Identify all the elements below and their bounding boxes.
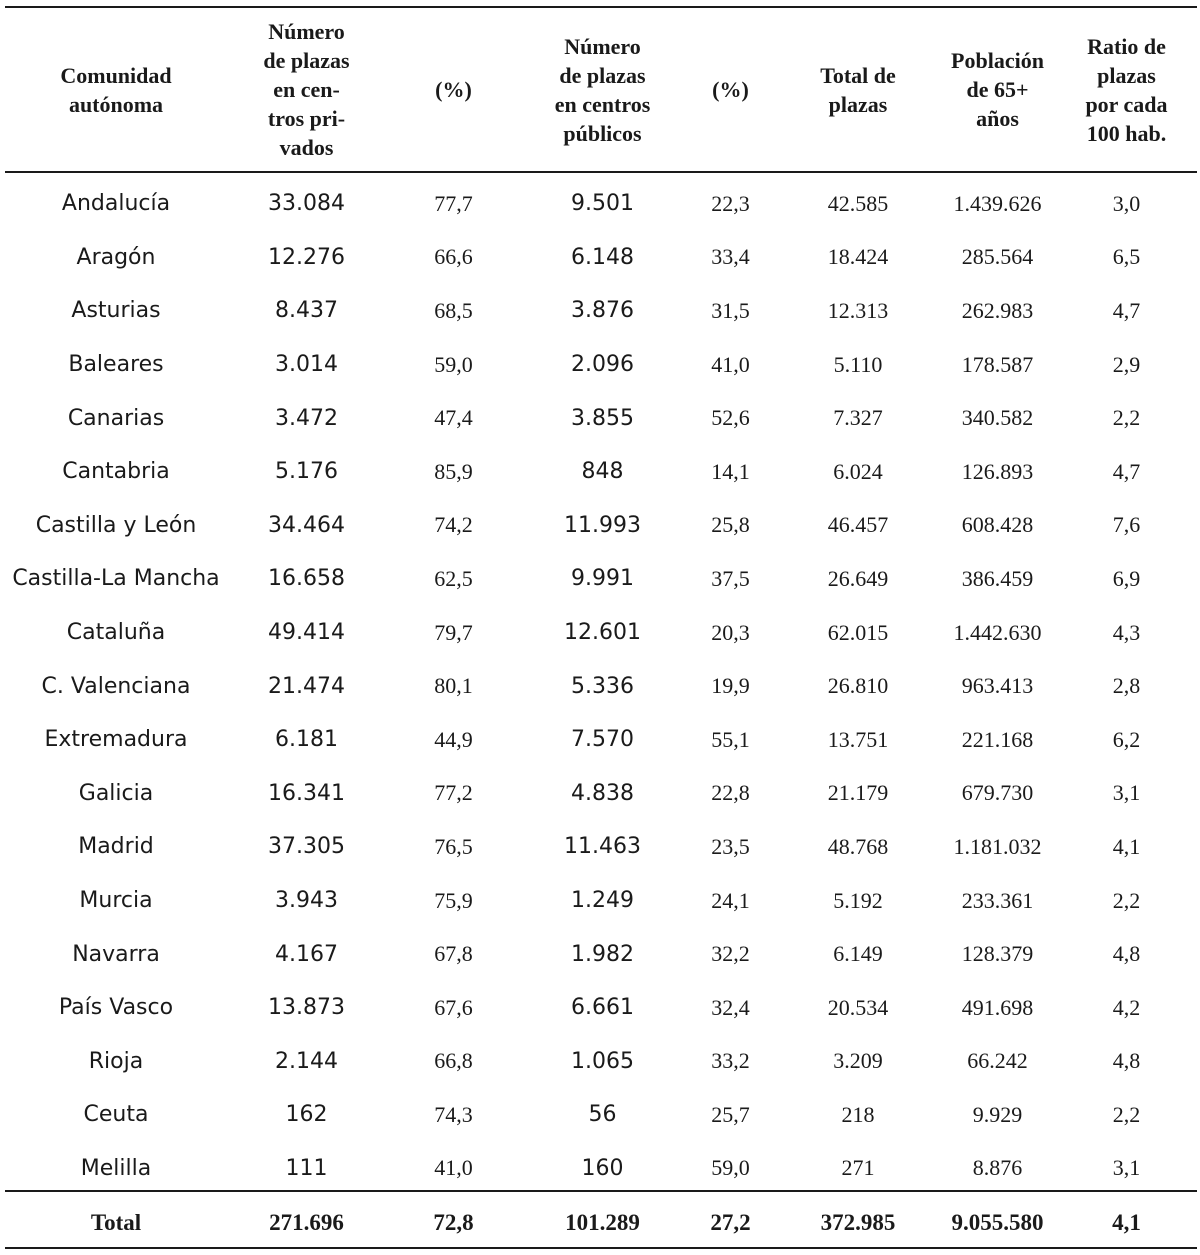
cell-plazas-publicos: 3.855 bbox=[571, 405, 634, 431]
cell-poblacion: 262.983 bbox=[961, 297, 1034, 323]
cell-ratio: 4,1 bbox=[1112, 833, 1141, 859]
cell-pct-publicos: 25,7 bbox=[711, 1101, 750, 1127]
cell-comunidad: Galicia bbox=[78, 780, 154, 806]
cell-poblacion: 1.439.626 bbox=[953, 190, 1042, 216]
cell-comunidad: Baleares bbox=[68, 352, 164, 378]
table-row bbox=[5, 767, 1197, 821]
cell-pct-publicos: 55,1 bbox=[711, 726, 750, 752]
header-plazas-publicos: Número de plazas en centros públicos bbox=[554, 33, 651, 146]
cell-total-plazas: 26.810 bbox=[827, 673, 889, 699]
total-pct-privados: 72,8 bbox=[433, 1210, 474, 1236]
cell-pct-publicos: 19,9 bbox=[711, 673, 750, 699]
cell-pct-privados: 67,8 bbox=[434, 941, 473, 967]
cell-poblacion: 221.168 bbox=[961, 726, 1034, 752]
header-pct-privados: (%) bbox=[435, 77, 472, 102]
table-row bbox=[5, 606, 1197, 660]
cell-pct-privados: 44,9 bbox=[434, 726, 473, 752]
cell-ratio: 4,7 bbox=[1112, 297, 1141, 323]
cell-poblacion: 126.893 bbox=[961, 458, 1034, 484]
cell-ratio: 7,6 bbox=[1112, 512, 1141, 538]
cell-ratio: 3,1 bbox=[1112, 780, 1141, 806]
table-row bbox=[5, 1035, 1197, 1089]
table-row bbox=[5, 874, 1197, 928]
cell-comunidad: Ceuta bbox=[83, 1102, 149, 1128]
cell-plazas-privados: 6.181 bbox=[275, 727, 338, 753]
cell-comunidad: Murcia bbox=[79, 888, 153, 914]
cell-pct-privados: 85,9 bbox=[434, 458, 473, 484]
cell-plazas-publicos: 56 bbox=[588, 1102, 617, 1128]
cell-poblacion: 386.459 bbox=[961, 565, 1034, 591]
cell-pct-publicos: 59,0 bbox=[711, 1155, 750, 1181]
table-row bbox=[5, 499, 1197, 553]
total-comunidad: Total bbox=[90, 1210, 142, 1236]
cell-plazas-publicos: 1.249 bbox=[571, 888, 634, 914]
header-pct-publicos: (%) bbox=[712, 77, 749, 102]
cell-ratio: 6,2 bbox=[1112, 726, 1141, 752]
cell-plazas-publicos: 6.661 bbox=[571, 995, 634, 1021]
cell-comunidad: C. Valenciana bbox=[41, 673, 191, 699]
cell-total-plazas: 48.768 bbox=[827, 833, 889, 859]
cell-plazas-publicos: 1.065 bbox=[571, 1048, 634, 1074]
cell-plazas-privados: 16.341 bbox=[268, 780, 345, 806]
table-row bbox=[5, 981, 1197, 1035]
cell-plazas-publicos: 4.838 bbox=[571, 780, 634, 806]
cell-plazas-publicos: 5.336 bbox=[571, 673, 634, 699]
total-plazas-publicos: 101.289 bbox=[565, 1210, 640, 1236]
cell-plazas-privados: 37.305 bbox=[268, 834, 345, 860]
cell-poblacion: 8.876 bbox=[972, 1155, 1023, 1181]
cell-poblacion: 340.582 bbox=[961, 405, 1034, 431]
total-ratio: 4,1 bbox=[1112, 1210, 1141, 1236]
table-row bbox=[5, 391, 1197, 445]
cell-plazas-publicos: 6.148 bbox=[571, 244, 634, 270]
cell-ratio: 2,2 bbox=[1112, 1101, 1141, 1127]
cell-pct-privados: 77,7 bbox=[434, 190, 473, 216]
cell-comunidad: Cantabria bbox=[62, 459, 170, 485]
cell-ratio: 4,8 bbox=[1112, 941, 1141, 967]
cell-ratio: 4,2 bbox=[1112, 994, 1141, 1020]
cell-plazas-privados: 4.167 bbox=[275, 941, 338, 967]
cell-poblacion: 9.929 bbox=[972, 1101, 1023, 1127]
cell-pct-privados: 77,2 bbox=[434, 780, 473, 806]
cell-pct-privados: 76,5 bbox=[434, 833, 473, 859]
cell-plazas-privados: 13.873 bbox=[268, 995, 345, 1021]
cell-total-plazas: 13.751 bbox=[827, 726, 889, 752]
header-ratio: Ratio de plazas por cada 100 hab. bbox=[1085, 33, 1168, 146]
cell-poblacion: 128.379 bbox=[961, 941, 1034, 967]
cell-comunidad: Navarra bbox=[72, 941, 160, 967]
cell-plazas-privados: 12.276 bbox=[268, 244, 345, 270]
table-body bbox=[5, 171, 1197, 1251]
total-total-plazas: 372.985 bbox=[820, 1210, 896, 1236]
cell-total-plazas: 218 bbox=[841, 1101, 875, 1127]
cell-total-plazas: 62.015 bbox=[827, 619, 889, 645]
cell-poblacion: 285.564 bbox=[961, 244, 1034, 270]
cell-total-plazas: 6.024 bbox=[833, 458, 883, 484]
cell-pct-publicos: 14,1 bbox=[711, 458, 750, 484]
cell-comunidad: Canarias bbox=[67, 405, 165, 431]
cell-total-plazas: 20.534 bbox=[827, 994, 889, 1020]
cell-pct-privados: 80,1 bbox=[434, 673, 473, 699]
cell-pct-publicos: 23,5 bbox=[711, 833, 750, 859]
cell-ratio: 2,9 bbox=[1112, 351, 1141, 377]
cell-ratio: 6,5 bbox=[1112, 244, 1141, 270]
cell-comunidad: Asturias bbox=[71, 298, 161, 324]
table-row bbox=[5, 820, 1197, 874]
cell-pct-publicos: 22,8 bbox=[711, 780, 750, 806]
cell-total-plazas: 7.327 bbox=[833, 405, 883, 431]
cell-total-plazas: 5.192 bbox=[833, 887, 883, 913]
cell-plazas-privados: 2.144 bbox=[275, 1048, 338, 1074]
cell-plazas-publicos: 3.876 bbox=[571, 298, 634, 324]
cell-comunidad: Extremadura bbox=[44, 727, 188, 753]
cell-ratio: 2,2 bbox=[1112, 405, 1141, 431]
cell-pct-privados: 41,0 bbox=[434, 1155, 473, 1181]
cell-comunidad: Castilla y León bbox=[35, 512, 197, 538]
header-plazas-privados: Número de plazas en cen- tros pri- vados bbox=[263, 19, 350, 160]
cell-plazas-privados: 34.464 bbox=[268, 512, 345, 538]
cell-total-plazas: 46.457 bbox=[827, 512, 889, 538]
table-row bbox=[5, 659, 1197, 713]
cell-pct-publicos: 52,6 bbox=[711, 405, 750, 431]
cell-pct-publicos: 37,5 bbox=[711, 565, 750, 591]
table-row bbox=[5, 231, 1197, 285]
cell-plazas-publicos: 11.463 bbox=[564, 834, 641, 860]
total-poblacion: 9.055.580 bbox=[951, 1210, 1044, 1236]
table-row bbox=[5, 552, 1197, 606]
cell-pct-publicos: 31,5 bbox=[711, 297, 750, 323]
cell-pct-privados: 66,6 bbox=[434, 244, 473, 270]
cell-total-plazas: 12.313 bbox=[827, 297, 889, 323]
table-row bbox=[5, 338, 1197, 392]
cell-comunidad: País Vasco bbox=[58, 995, 174, 1021]
cell-plazas-privados: 21.474 bbox=[268, 673, 345, 699]
cell-pct-publicos: 24,1 bbox=[711, 887, 750, 913]
nursing-home-places-table bbox=[5, 8, 1197, 1251]
cell-pct-privados: 75,9 bbox=[434, 887, 473, 913]
cell-plazas-publicos: 1.982 bbox=[571, 941, 634, 967]
cell-plazas-privados: 49.414 bbox=[268, 620, 345, 646]
cell-comunidad: Rioja bbox=[88, 1048, 144, 1074]
cell-ratio: 4,3 bbox=[1112, 619, 1141, 645]
cell-plazas-publicos: 2.096 bbox=[571, 352, 634, 378]
cell-poblacion: 1.442.630 bbox=[953, 619, 1042, 645]
cell-ratio: 3,1 bbox=[1112, 1155, 1141, 1181]
cell-ratio: 3,0 bbox=[1112, 190, 1141, 216]
cell-poblacion: 491.698 bbox=[961, 994, 1034, 1020]
cell-poblacion: 679.730 bbox=[961, 780, 1034, 806]
cell-plazas-privados: 111 bbox=[285, 1155, 328, 1181]
table-row bbox=[5, 1088, 1197, 1142]
cell-comunidad: Madrid bbox=[78, 834, 154, 860]
cell-comunidad: Castilla-La Mancha bbox=[12, 566, 220, 592]
cell-total-plazas: 6.149 bbox=[833, 941, 883, 967]
cell-pct-publicos: 32,2 bbox=[711, 941, 750, 967]
cell-plazas-publicos: 7.570 bbox=[571, 727, 634, 753]
cell-poblacion: 963.413 bbox=[961, 673, 1034, 699]
header-poblacion: Población de 65+ años bbox=[951, 48, 1044, 131]
header-row bbox=[5, 8, 1197, 171]
total-plazas-privados: 271.696 bbox=[269, 1210, 344, 1236]
cell-plazas-publicos: 9.991 bbox=[571, 566, 634, 592]
cell-plazas-publicos: 848 bbox=[581, 459, 624, 485]
cell-pct-privados: 66,8 bbox=[434, 1048, 473, 1074]
cell-pct-publicos: 32,4 bbox=[711, 994, 750, 1020]
cell-pct-privados: 62,5 bbox=[434, 565, 473, 591]
cell-pct-privados: 79,7 bbox=[434, 619, 473, 645]
cell-plazas-privados: 3.014 bbox=[275, 352, 338, 378]
cell-ratio: 2,2 bbox=[1112, 887, 1141, 913]
cell-pct-privados: 68,5 bbox=[434, 297, 473, 323]
header-total-plazas: Total de plazas bbox=[820, 62, 896, 117]
table-row bbox=[5, 927, 1197, 981]
header-comunidad: Comunidad autónoma bbox=[60, 62, 172, 117]
cell-plazas-privados: 33.084 bbox=[268, 191, 345, 217]
cell-poblacion: 233.361 bbox=[961, 887, 1034, 913]
cell-pct-publicos: 33,2 bbox=[711, 1048, 750, 1074]
cell-plazas-privados: 5.176 bbox=[275, 459, 338, 485]
cell-pct-publicos: 33,4 bbox=[711, 244, 750, 270]
cell-total-plazas: 5.110 bbox=[833, 351, 883, 377]
total-row bbox=[5, 1195, 1197, 1251]
cell-pct-publicos: 25,8 bbox=[711, 512, 750, 538]
cell-ratio: 4,7 bbox=[1112, 458, 1141, 484]
cell-ratio: 2,8 bbox=[1112, 673, 1141, 699]
cell-plazas-privados: 16.658 bbox=[268, 566, 345, 592]
table-row bbox=[5, 1142, 1197, 1196]
cell-ratio: 4,8 bbox=[1112, 1048, 1141, 1074]
cell-total-plazas: 26.649 bbox=[827, 565, 889, 591]
cell-poblacion: 178.587 bbox=[961, 351, 1034, 377]
cell-poblacion: 1.181.032 bbox=[953, 833, 1042, 859]
cell-pct-privados: 47,4 bbox=[434, 405, 473, 431]
cell-plazas-privados: 162 bbox=[285, 1102, 328, 1128]
cell-total-plazas: 3.209 bbox=[833, 1048, 883, 1074]
cell-pct-publicos: 41,0 bbox=[711, 351, 750, 377]
cell-plazas-publicos: 12.601 bbox=[564, 620, 641, 646]
cell-pct-privados: 74,2 bbox=[434, 512, 473, 538]
total-pct-publicos: 27,2 bbox=[710, 1210, 751, 1236]
cell-pct-privados: 74,3 bbox=[434, 1101, 473, 1127]
cell-comunidad: Cataluña bbox=[66, 620, 166, 646]
cell-plazas-publicos: 9.501 bbox=[571, 191, 634, 217]
cell-total-plazas: 271 bbox=[841, 1155, 875, 1181]
cell-total-plazas: 42.585 bbox=[827, 190, 889, 216]
cell-plazas-privados: 8.437 bbox=[275, 298, 338, 324]
cell-total-plazas: 18.424 bbox=[827, 244, 889, 270]
cell-pct-publicos: 20,3 bbox=[711, 619, 750, 645]
cell-pct-privados: 59,0 bbox=[434, 351, 473, 377]
cell-ratio: 6,9 bbox=[1112, 565, 1141, 591]
table-row bbox=[5, 445, 1197, 499]
cell-plazas-privados: 3.472 bbox=[275, 405, 338, 431]
table-row bbox=[5, 284, 1197, 338]
cell-plazas-publicos: 11.993 bbox=[564, 512, 641, 538]
cell-poblacion: 608.428 bbox=[961, 512, 1034, 538]
cell-pct-privados: 67,6 bbox=[434, 994, 473, 1020]
table-row bbox=[5, 171, 1197, 231]
cell-plazas-privados: 3.943 bbox=[275, 888, 338, 914]
cell-comunidad: Andalucía bbox=[61, 191, 171, 217]
cell-plazas-publicos: 160 bbox=[581, 1155, 624, 1181]
cell-total-plazas: 21.179 bbox=[827, 780, 889, 806]
cell-poblacion: 66.242 bbox=[967, 1048, 1028, 1074]
cell-comunidad: Aragón bbox=[76, 244, 156, 270]
cell-pct-publicos: 22,3 bbox=[711, 190, 750, 216]
cell-comunidad: Melilla bbox=[80, 1155, 152, 1181]
table-row bbox=[5, 713, 1197, 767]
